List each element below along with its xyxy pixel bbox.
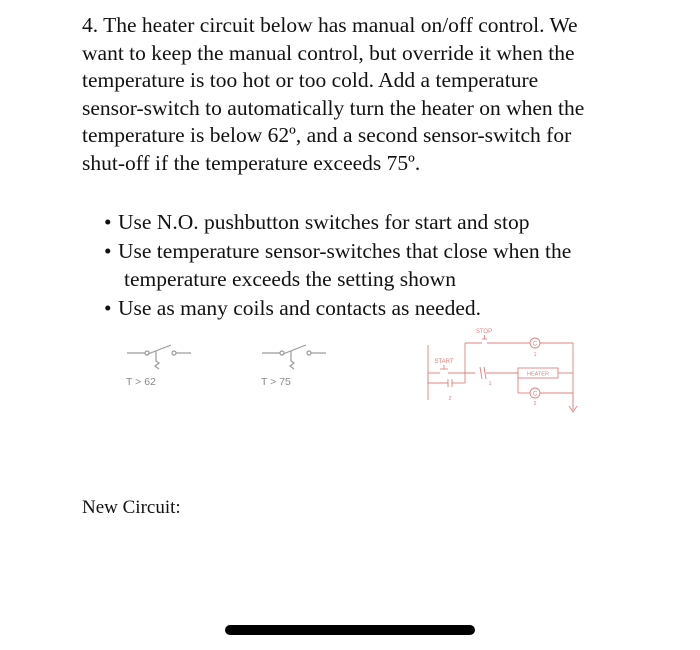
- bullet-icon: •: [104, 238, 112, 263]
- home-indicator[interactable]: [225, 625, 475, 635]
- question-line: sensor-switch to automatically turn the heater on when the: [82, 95, 585, 120]
- question-line: want to keep the manual control, but override it when the: [82, 40, 575, 65]
- list-item-text: temperature exceeds the setting shown: [124, 267, 456, 291]
- coil-label: C: [532, 341, 538, 348]
- list-item-text: Use N.O. pushbutton switches for start and stop: [118, 210, 530, 234]
- list-item: [104, 237, 664, 266]
- heater-label: HEATER: [527, 371, 549, 378]
- new-circuit-label: New Circuit:: [82, 497, 181, 518]
- stop-label: STOP: [475, 329, 493, 335]
- temperature-switch-icon: [125, 340, 205, 380]
- temperature-switch-icon: [260, 340, 340, 380]
- wire-number: 2: [448, 396, 452, 402]
- list-item: [104, 208, 664, 237]
- bullet-icon: •: [104, 210, 112, 234]
- wire-number: 1: [533, 352, 537, 358]
- list-item-text: Use as many coils and contacts as needed.: [118, 295, 481, 320]
- temperature-switch-label: T > 75: [261, 376, 291, 388]
- start-label: START: [434, 359, 454, 365]
- requirements-list: [104, 208, 664, 322]
- question-line: temperature is too hot or too cold. Add a temperature: [82, 68, 539, 92]
- coil-label: C: [532, 391, 538, 398]
- temperature-switch-75: [260, 340, 340, 400]
- bullet-icon: •: [104, 295, 112, 320]
- wire-number: 2: [533, 401, 537, 407]
- wire-number: 1: [488, 381, 492, 387]
- list-item-text: Use temperature sensor-switches that close when the: [118, 238, 572, 263]
- question-line: 4. The heater circuit below has manual on/off control. We: [82, 13, 578, 37]
- question-text: [82, 12, 642, 177]
- temperature-switch-label: T > 62: [126, 376, 156, 388]
- question-line: temperature is below 62º, and a second sensor-switch for: [82, 123, 572, 147]
- heater-circuit-diagram: [420, 325, 590, 425]
- list-item-continuation: [104, 265, 664, 294]
- list-item: [104, 294, 664, 323]
- temperature-switch-62: [125, 340, 205, 400]
- question-line: shut-off if the temperature exceeds 75º.: [82, 150, 421, 175]
